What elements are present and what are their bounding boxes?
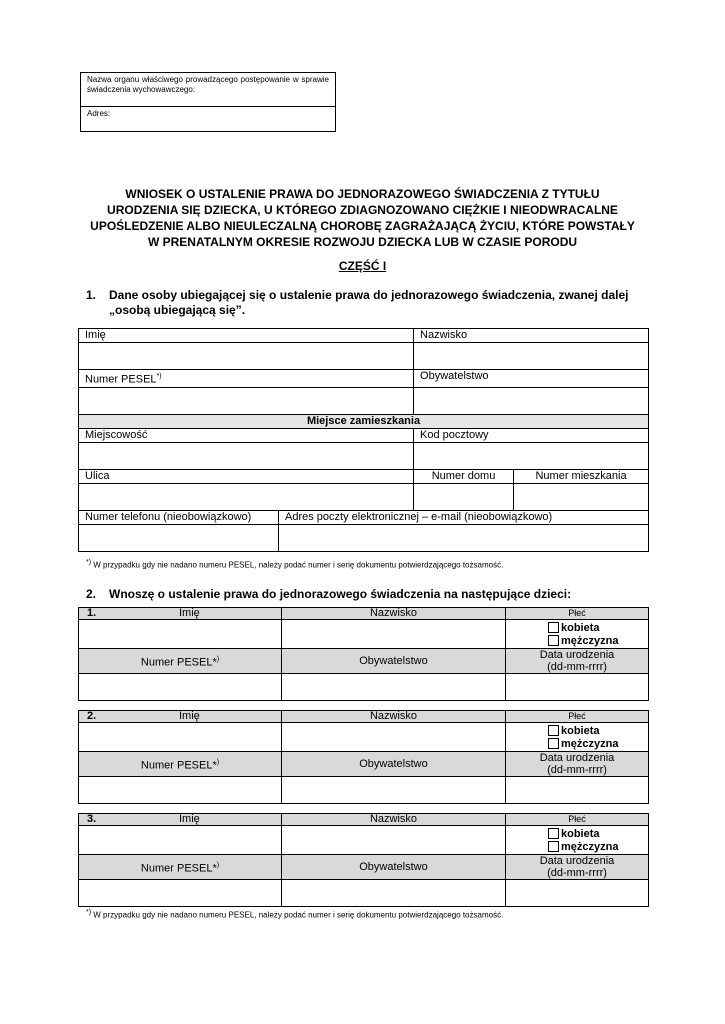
female-option[interactable]: kobieta	[506, 621, 648, 634]
female-checkbox[interactable]	[548, 828, 559, 839]
child-last-name-label: Nazwisko	[282, 608, 506, 620]
email-input[interactable]	[279, 524, 649, 551]
child-citizenship-label: Obywatelstwo	[282, 752, 506, 777]
child-header-first-name	[79, 711, 282, 723]
authority-box	[80, 72, 336, 132]
pesel-footnote-mark: *)	[156, 373, 162, 380]
footnote-pesel-applicant: *) W przypadku gdy nie nadano numeru PESEL, należy podać numer i serię dokumentu potwierdzającego tożsamość.	[86, 559, 504, 570]
authority-address-field[interactable]	[81, 107, 335, 120]
apartment-number-label: Numer mieszkania	[514, 469, 649, 483]
child-birth-date-label: Data urodzenia (dd-mm-rrrr)	[506, 752, 649, 777]
section1-text: Dane osoby ubiegającej się o ustalenie prawa do jednorazowego świadczenia, zwanej dalej „osobą ubiegającą się”.	[109, 288, 629, 317]
child-table-1	[78, 607, 649, 701]
child-sex-options	[506, 620, 649, 649]
child-number: 2.	[87, 710, 97, 722]
female-checkbox[interactable]	[548, 622, 559, 633]
child-last-name-label: Nazwisko	[282, 814, 506, 826]
child-birth-date-input[interactable]	[506, 777, 649, 804]
child-pesel-label: Numer PESEL*)	[79, 752, 282, 777]
child-sex-label: Płeć	[506, 814, 649, 826]
child-citizenship-input[interactable]	[282, 880, 506, 907]
child-sex-options	[506, 723, 649, 752]
part-heading: CZĘŚĆ I	[338, 259, 387, 273]
phone-label: Numer telefonu (nieobowiązkowo)	[79, 510, 279, 524]
last-name-input[interactable]	[414, 343, 649, 370]
child-citizenship-input[interactable]	[282, 674, 506, 701]
section1-number: 1.	[86, 288, 97, 302]
female-option[interactable]: kobieta	[506, 724, 648, 737]
authority-address-label: Adres:	[87, 109, 111, 118]
city-label: Miejscowość	[79, 428, 414, 442]
child-first-name-label: Imię	[179, 710, 200, 722]
street-input[interactable]	[79, 483, 414, 510]
last-name-label: Nazwisko	[414, 329, 649, 343]
male-checkbox[interactable]	[548, 738, 559, 749]
child-pesel-input[interactable]	[79, 777, 282, 804]
child-last-name-input[interactable]	[282, 620, 506, 649]
street-label: Ulica	[79, 469, 414, 483]
child-last-name-input[interactable]	[282, 723, 506, 752]
child-pesel-input[interactable]	[79, 674, 282, 701]
child-citizenship-input[interactable]	[282, 777, 506, 804]
male-option[interactable]: mężczyzna	[506, 634, 648, 647]
first-name-label: Imię	[79, 329, 414, 343]
child-last-name-input[interactable]	[282, 826, 506, 855]
male-checkbox[interactable]	[548, 635, 559, 646]
child-pesel-label: Numer PESEL*)	[79, 649, 282, 674]
pesel-input[interactable]	[79, 387, 414, 414]
child-number: 1.	[87, 607, 97, 619]
child-pesel-input[interactable]	[79, 880, 282, 907]
female-checkbox[interactable]	[548, 725, 559, 736]
child-sex-options	[506, 826, 649, 855]
apartment-number-input[interactable]	[514, 483, 649, 510]
postal-code-label: Kod pocztowy	[414, 428, 649, 442]
female-option[interactable]: kobieta	[506, 827, 648, 840]
phone-input[interactable]	[79, 524, 279, 551]
male-option[interactable]: mężczyzna	[506, 737, 648, 750]
citizenship-label: Obywatelstwo	[414, 370, 649, 388]
city-input[interactable]	[79, 442, 414, 469]
section2-number: 2.	[86, 587, 97, 601]
house-number-input[interactable]	[414, 483, 514, 510]
citizenship-input[interactable]	[414, 387, 649, 414]
child-first-name-input[interactable]	[79, 620, 282, 649]
child-pesel-label: Numer PESEL*)	[79, 855, 282, 880]
child-citizenship-label: Obywatelstwo	[282, 649, 506, 674]
form-title: WNIOSEK O USTALENIE PRAWA DO JEDNORAZOWEGO ŚWIADCZENIA Z TYTUŁU URODZENIA SIĘ DZIECKA, U KTÓREGO ZDIAGNOZOWANO CIĘŻKIE I NIEODWRACALNE UPOŚLEDZENIE ALBO NIEULECZALNĄ CHOROBĘ ZAGRAŻAJĄCĄ ŻYCIU, KTÓRE POWSTAŁY W PRENATALNYM OKRESIE ROZWOJU DZIECKA LUB W CZASIE PORODU	[90, 187, 635, 249]
authority-name-field[interactable]	[81, 73, 335, 107]
child-birth-date-label: Data urodzenia (dd-mm-rrrr)	[506, 649, 649, 674]
child-table-3	[78, 813, 649, 907]
child-sex-label: Płeć	[506, 608, 649, 620]
postal-code-input[interactable]	[414, 442, 649, 469]
child-header-first-name	[79, 608, 282, 620]
child-citizenship-label: Obywatelstwo	[282, 855, 506, 880]
child-last-name-label: Nazwisko	[282, 711, 506, 723]
residence-heading: Miejsce zamieszkania	[79, 414, 649, 428]
authority-name-label: Nazwa organu właściwego prowadzącego postępowanie w sprawie świadczenia wychowawczego:	[87, 75, 329, 94]
section2-heading	[86, 587, 572, 601]
child-birth-date-input[interactable]	[506, 880, 649, 907]
child-birth-date-label: Data urodzenia (dd-mm-rrrr)	[506, 855, 649, 880]
email-label: Adres poczty elektronicznej – e-mail (nieobowiązkowo)	[279, 510, 649, 524]
child-number: 3.	[87, 813, 97, 825]
child-birth-date-input[interactable]	[506, 674, 649, 701]
child-first-name-label: Imię	[179, 813, 200, 825]
child-first-name-label: Imię	[179, 607, 200, 619]
footnote-pesel-children: *) W przypadku gdy nie nadano numeru PESEL, należy podać numer i serię dokumentu potwierdzającego tożsamość.	[86, 909, 504, 920]
child-first-name-input[interactable]	[79, 723, 282, 752]
child-table-2	[78, 710, 649, 804]
male-option[interactable]: mężczyzna	[506, 840, 648, 853]
house-number-label: Numer domu	[414, 469, 514, 483]
male-checkbox[interactable]	[548, 841, 559, 852]
first-name-input[interactable]	[79, 343, 414, 370]
child-header-first-name	[79, 814, 282, 826]
child-first-name-input[interactable]	[79, 826, 282, 855]
pesel-label: Numer PESEL*)	[79, 370, 414, 388]
child-sex-label: Płeć	[506, 711, 649, 723]
applicant-table	[78, 328, 649, 552]
section2-text: Wnoszę o ustalenie prawa do jednorazowego świadczenia na następujące dzieci:	[109, 587, 572, 601]
